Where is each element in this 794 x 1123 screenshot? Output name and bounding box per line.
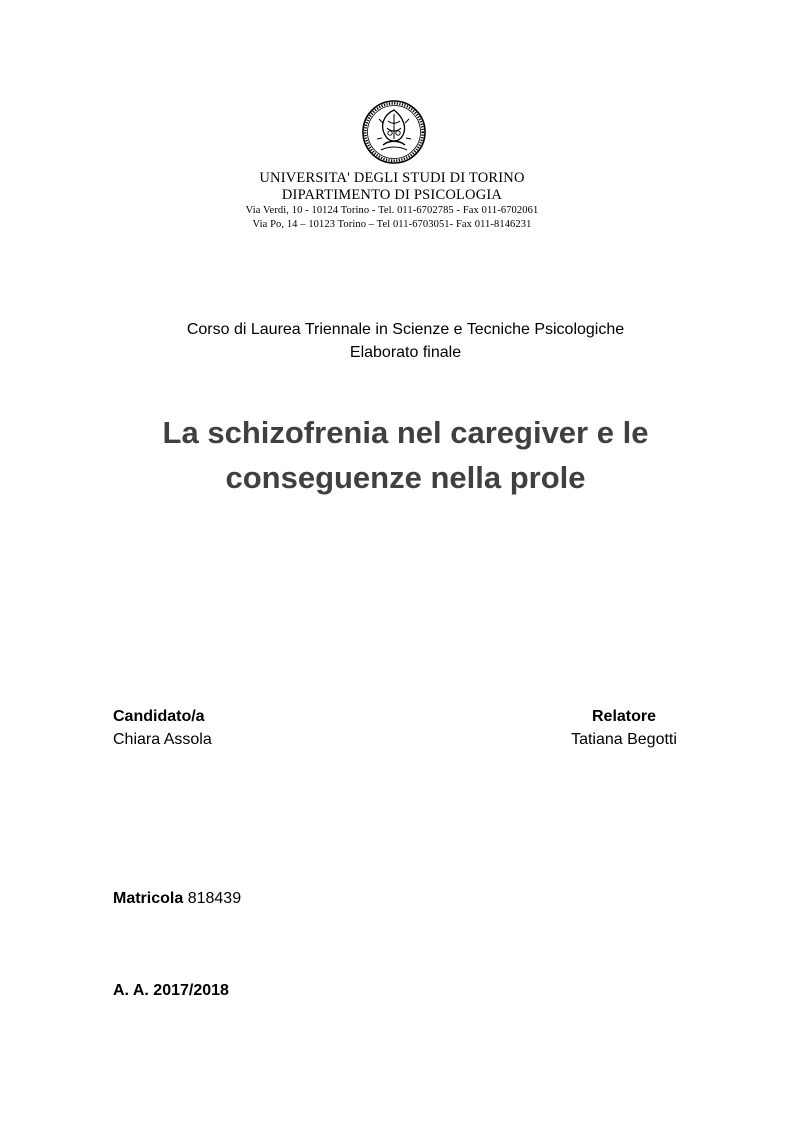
candidate-block bbox=[113, 705, 212, 751]
course-info bbox=[0, 318, 794, 364]
university-seal-icon bbox=[361, 99, 427, 165]
matricola-label: Matricola bbox=[113, 890, 184, 907]
candidate-label: Candidato/a bbox=[113, 708, 205, 725]
advisor-name: Tatiana Begotti bbox=[571, 731, 677, 748]
degree-course: Corso di Laurea Triennale in Scienze e Tecniche Psicologiche bbox=[186, 321, 625, 338]
academic-year: A. A. 2017/2018 bbox=[113, 982, 229, 999]
department-name: DIPARTIMENTO DI PSICOLOGIA bbox=[281, 187, 503, 203]
matricola-number: 818439 bbox=[187, 890, 242, 907]
thesis-title-line-1: La schizofrenia nel caregiver e le bbox=[162, 415, 649, 450]
address-line-2: Via Po, 14 – 10123 Torino – Tel 011-6703051- Fax 011-8146231 bbox=[252, 219, 532, 230]
matricola-line bbox=[113, 887, 241, 910]
university-name: UNIVERSITA' DEGLI STUDI DI TORINO bbox=[259, 170, 525, 186]
advisor-block bbox=[560, 705, 688, 751]
thesis-title-line-2: conseguenze nella prole bbox=[225, 460, 586, 495]
address-line-1: Via Verdi, 10 - 10124 Torino - Tel. 011-6702785 - Fax 011-6702061 bbox=[245, 205, 539, 216]
thesis-title bbox=[0, 410, 794, 500]
candidate-name: Chiara Assola bbox=[113, 731, 212, 748]
advisor-label: Relatore bbox=[591, 708, 657, 725]
work-type: Elaborato finale bbox=[349, 344, 462, 361]
university-header bbox=[0, 170, 784, 232]
